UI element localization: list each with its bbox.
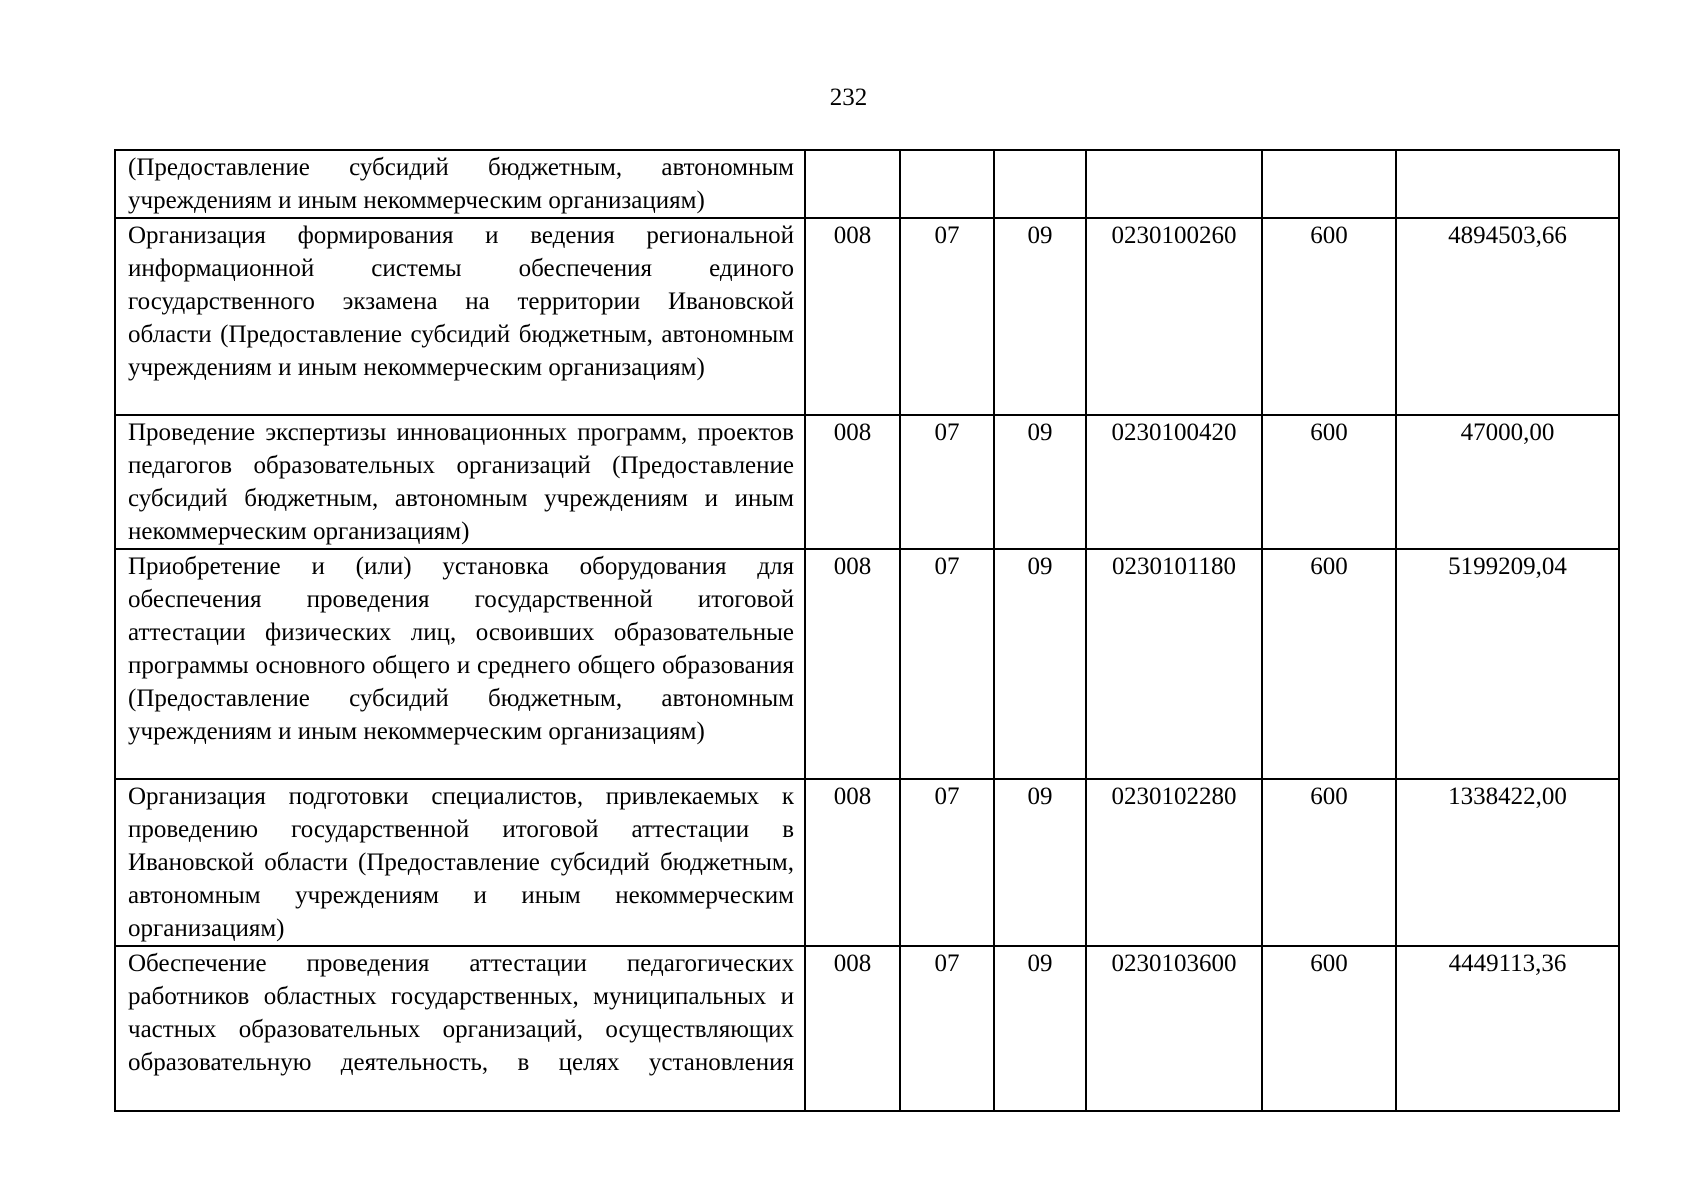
expense-type-cell: 600 (1262, 946, 1396, 1111)
description-cell: Организация подготовки специалистов, привлекаемых к проведению государственной итоговой аттестации в Ивановской области (Предоставление субсидий бюджетным, автономным учреждениям и иным некоммерческим организациям) (115, 779, 805, 946)
subsection-code-cell: 09 (994, 779, 1086, 946)
expense-type-cell: 600 (1262, 415, 1396, 549)
target-article-cell: 0230102280 (1086, 779, 1262, 946)
amount-cell: 47000,00 (1396, 415, 1619, 549)
ministry-code-cell: 008 (805, 549, 900, 779)
subsection-code-cell: 09 (994, 549, 1086, 779)
page-number: 232 (829, 84, 868, 111)
ministry-code-cell: 008 (805, 779, 900, 946)
expense-type-cell: 600 (1262, 218, 1396, 415)
amount-cell: 4894503,66 (1396, 218, 1619, 415)
target-article-cell: 0230101180 (1086, 549, 1262, 779)
budget-table (114, 149, 1620, 1112)
table-row (115, 779, 1619, 946)
table-row (115, 218, 1619, 415)
subsection-code-cell: 09 (994, 946, 1086, 1111)
section-code-cell (900, 150, 994, 218)
expense-type-cell (1262, 150, 1396, 218)
ministry-code-cell (805, 150, 900, 218)
table-row (115, 415, 1619, 549)
ministry-code-cell: 008 (805, 218, 900, 415)
subsection-code-cell: 09 (994, 218, 1086, 415)
section-code-cell: 07 (900, 218, 994, 415)
subsection-code-cell (994, 150, 1086, 218)
amount-cell: 4449113,36 (1396, 946, 1619, 1111)
section-code-cell: 07 (900, 946, 994, 1111)
target-article-cell: 0230100260 (1086, 218, 1262, 415)
target-article-cell: 0230103600 (1086, 946, 1262, 1111)
description-cell: Организация формирования и ведения региональной информационной системы обеспечения единого государственного экзамена на территории Ивановской области (Предоставление субсидий бюджетным, автономным учреждениям и иным некоммерческим организациям) (115, 218, 805, 415)
expense-type-cell: 600 (1262, 549, 1396, 779)
expense-type-cell: 600 (1262, 779, 1396, 946)
amount-cell (1396, 150, 1619, 218)
description-cell: Приобретение и (или) установка оборудования для обеспечения проведения государственной итоговой аттестации физических лиц, освоивших образовательные программы основного общего и среднего общего образования (Предоставление субсидий бюджетным, автономным учреждениям и иным некоммерческим организациям) (115, 549, 805, 779)
subsection-code-cell: 09 (994, 415, 1086, 549)
amount-cell: 5199209,04 (1396, 549, 1619, 779)
description-cell: Проведение экспертизы инновационных программ, проектов педагогов образовательных организаций (Предоставление субсидий бюджетным, автономным учреждениям и иным некоммерческим организациям) (115, 415, 805, 549)
table-row (115, 946, 1619, 1111)
ministry-code-cell: 008 (805, 415, 900, 549)
target-article-cell: 0230100420 (1086, 415, 1262, 549)
section-code-cell: 07 (900, 549, 994, 779)
target-article-cell (1086, 150, 1262, 218)
table-row (115, 150, 1619, 218)
section-code-cell: 07 (900, 415, 994, 549)
amount-cell: 1338422,00 (1396, 779, 1619, 946)
section-code-cell: 07 (900, 779, 994, 946)
ministry-code-cell: 008 (805, 946, 900, 1111)
table-row (115, 549, 1619, 779)
description-cell: Обеспечение проведения аттестации педагогических работников областных государственных, муниципальных и частных образовательных организаций, осуществляющих образовательную деятельность, в целях установления (115, 946, 805, 1111)
description-cell: (Предоставление субсидий бюджетным, автономным учреждениям и иным некоммерческим организациям) (115, 150, 805, 218)
